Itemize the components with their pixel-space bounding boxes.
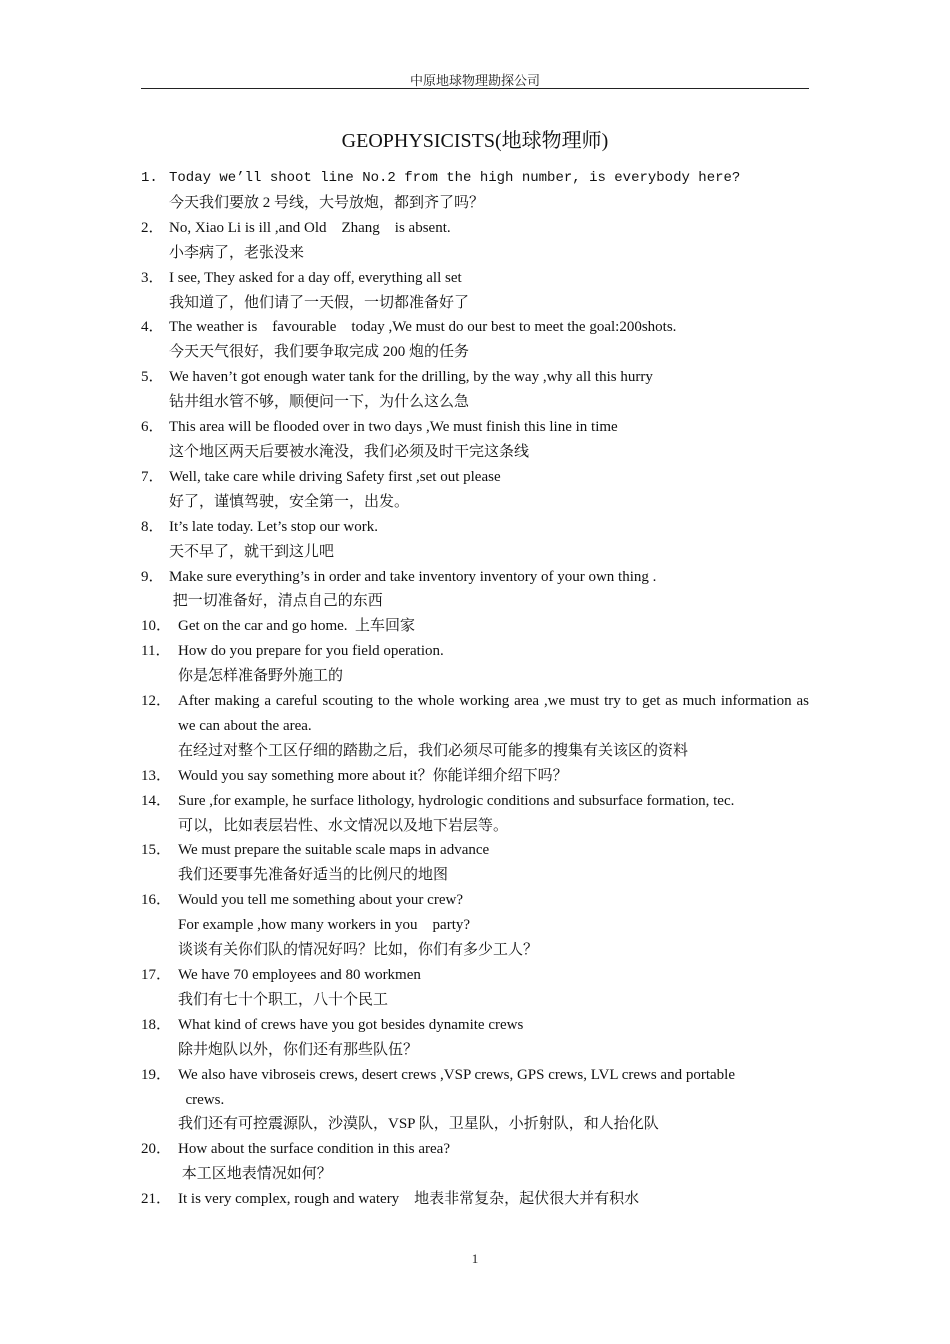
item-text-zh: 小李病了，老张没来 — [169, 244, 305, 261]
dialogue-list — [141, 166, 809, 1212]
item-text-en: Would you tell me something about your crew? — [178, 892, 463, 909]
item-text-zh: 好了，谨慎驾驶，安全第一，出发。 — [169, 493, 410, 510]
list-item-19 — [141, 1063, 809, 1138]
item-number: 7． — [141, 468, 164, 485]
list-item-1 — [141, 166, 809, 216]
item-text-en: Make sure everything’s in order and take inventory inventory of your own thing . — [169, 568, 657, 585]
item-text-en: How about the surface condition in this area? — [178, 1141, 450, 1158]
item-number: 19． — [141, 1066, 172, 1083]
item-text-en: We haven’t got enough water tank for the drilling, by the way ,why all this hurry — [169, 369, 653, 386]
list-item-21 — [141, 1187, 809, 1212]
item-number: 18． — [141, 1016, 172, 1033]
item-number: 15． — [141, 842, 172, 859]
item-number: 10． — [141, 618, 172, 635]
list-item-8 — [141, 515, 809, 565]
item-text-en: We also have vibroseis crews, desert crews ,VSP crews, GPS crews, LVL crews and portable — [178, 1066, 735, 1083]
item-number: 20． — [141, 1141, 172, 1158]
item-text-en: We must prepare the suitable scale maps in advance — [178, 842, 490, 859]
page-number: 1 — [471, 1251, 479, 1266]
item-number: 3． — [141, 269, 164, 286]
list-item-11 — [141, 639, 809, 689]
item-text-zh: 今天天气很好，我们要争取完成 200 炮的任务 — [169, 344, 470, 361]
list-item-4 — [141, 315, 809, 365]
item-text-zh: 这个地区两天后要被水淹没，我们必须及时干完这条线 — [169, 443, 530, 460]
page-header: 中原地球物理勘探公司 — [409, 73, 540, 88]
item-text-en: crews. — [178, 1091, 225, 1108]
list-item-18 — [141, 1013, 809, 1063]
item-text-zh: 天不早了，就干到这儿吧 — [169, 543, 335, 560]
list-item-10 — [141, 614, 809, 639]
item-text-en: The weather is favourable today ,We must do our best to meet the goal:200shots. — [169, 319, 677, 336]
item-number: 8． — [141, 518, 164, 535]
item-text-en: Well, take care while driving Safety first ,set out please — [169, 468, 501, 485]
item-text-zh: 我们还有可控震源队，沙漠队，VSP 队，卫星队，小折射队，和人抬化队 — [178, 1116, 659, 1133]
list-item-13 — [141, 764, 809, 789]
item-text-en: This area will be flooded over in two days ,We must finish this line in time — [169, 419, 618, 436]
list-item-6 — [141, 415, 809, 465]
item-text-en: Today we’ll shoot line No.2 from the high number, is everybody here? — [169, 170, 741, 186]
item-number: 2． — [141, 219, 164, 236]
item-text-en: Sure ,for example, he surface lithology, hydrologic conditions and subsurface formation, tec. — [178, 792, 735, 809]
item-number: 11． — [141, 643, 171, 660]
item-text-en: Get on the car and go home. 上车回家 — [178, 618, 416, 635]
list-item-2 — [141, 216, 809, 266]
list-item-3 — [141, 266, 809, 316]
item-text-en: I see, They asked for a day off, everything all set — [169, 269, 462, 286]
item-text-zh: 除井炮队以外，你们还有那些队伍？ — [178, 1041, 419, 1058]
item-text-en: We have 70 employees and 80 workmen — [178, 967, 421, 983]
list-item-14 — [141, 789, 809, 839]
item-text-zh: 我知道了，他们请了一天假，一切都准备好了 — [169, 294, 470, 311]
item-text-zh: 钻井组水管不够，顺便问一下，为什么这么急 — [169, 394, 470, 411]
item-number: 13． — [141, 767, 172, 784]
item-text-zh: 谈谈有关你们队的情况好吗？比如，你们有多少工人？ — [178, 942, 539, 959]
list-item-16 — [141, 888, 809, 963]
list-item-15 — [141, 838, 809, 888]
item-number: 17． — [141, 967, 172, 983]
item-text-en: After making a careful scouting to the whole working area ,we must try to get as much information as we can about the area. — [178, 693, 809, 734]
item-text-en: No, Xiao Li is ill ,and Old Zhang is absent. — [169, 219, 451, 236]
item-text-zh: 我们还要事先准备好适当的比例尺的地图 — [178, 867, 449, 884]
item-number: 21． — [141, 1191, 172, 1208]
list-item-20 — [141, 1137, 809, 1187]
item-text-en: How do you prepare for you field operation. — [178, 643, 444, 660]
document-title: GEOPHYSICISTS(地球物理师) — [341, 130, 609, 152]
item-text-en: For example ,how many workers in you party? — [178, 917, 471, 934]
item-number: 6． — [141, 419, 164, 436]
item-text-zh: 可以，比如表层岩性、水文情况以及地下岩层等。 — [178, 817, 509, 834]
list-item-7 — [141, 465, 809, 515]
item-text-zh: 本工区地表情况如何？ — [178, 1166, 332, 1183]
item-number: 4． — [141, 319, 164, 336]
list-item-5 — [141, 365, 809, 415]
item-text-zh: 我们有七十个职工，八十个民工 — [178, 991, 389, 1008]
list-item-12 — [141, 689, 809, 764]
item-number: 14． — [141, 792, 172, 809]
list-item-9 — [141, 565, 809, 615]
item-number: 5． — [141, 369, 164, 386]
item-text-zh: 你是怎样准备野外施工的 — [178, 668, 344, 685]
item-number: 9． — [141, 568, 164, 585]
item-number: 16． — [141, 892, 172, 909]
item-text-en: Would you say something more about it？你能详细介绍下吗？ — [178, 767, 568, 784]
item-text-zh: 把一切准备好，清点自己的东西 — [169, 593, 383, 610]
header-rule — [141, 88, 809, 89]
list-item-17 — [141, 963, 809, 1013]
item-text-en: It is very complex, rough and watery 地表非常复杂，起伏很大并有积水 — [178, 1191, 640, 1208]
item-text-en: What kind of crews have you got besides dynamite crews — [178, 1016, 524, 1033]
item-text-zh: 在经过对整个工区仔细的踏勘之后，我们必须尽可能多的搜集有关该区的资料 — [178, 742, 689, 759]
item-text-zh: 今天我们要放 2 号线，大号放炮，都到齐了吗？ — [169, 194, 485, 211]
item-number: 12． — [141, 693, 172, 710]
item-text-en: It’s late today. Let’s stop our work. — [169, 518, 378, 535]
item-number: 1. — [141, 170, 158, 186]
